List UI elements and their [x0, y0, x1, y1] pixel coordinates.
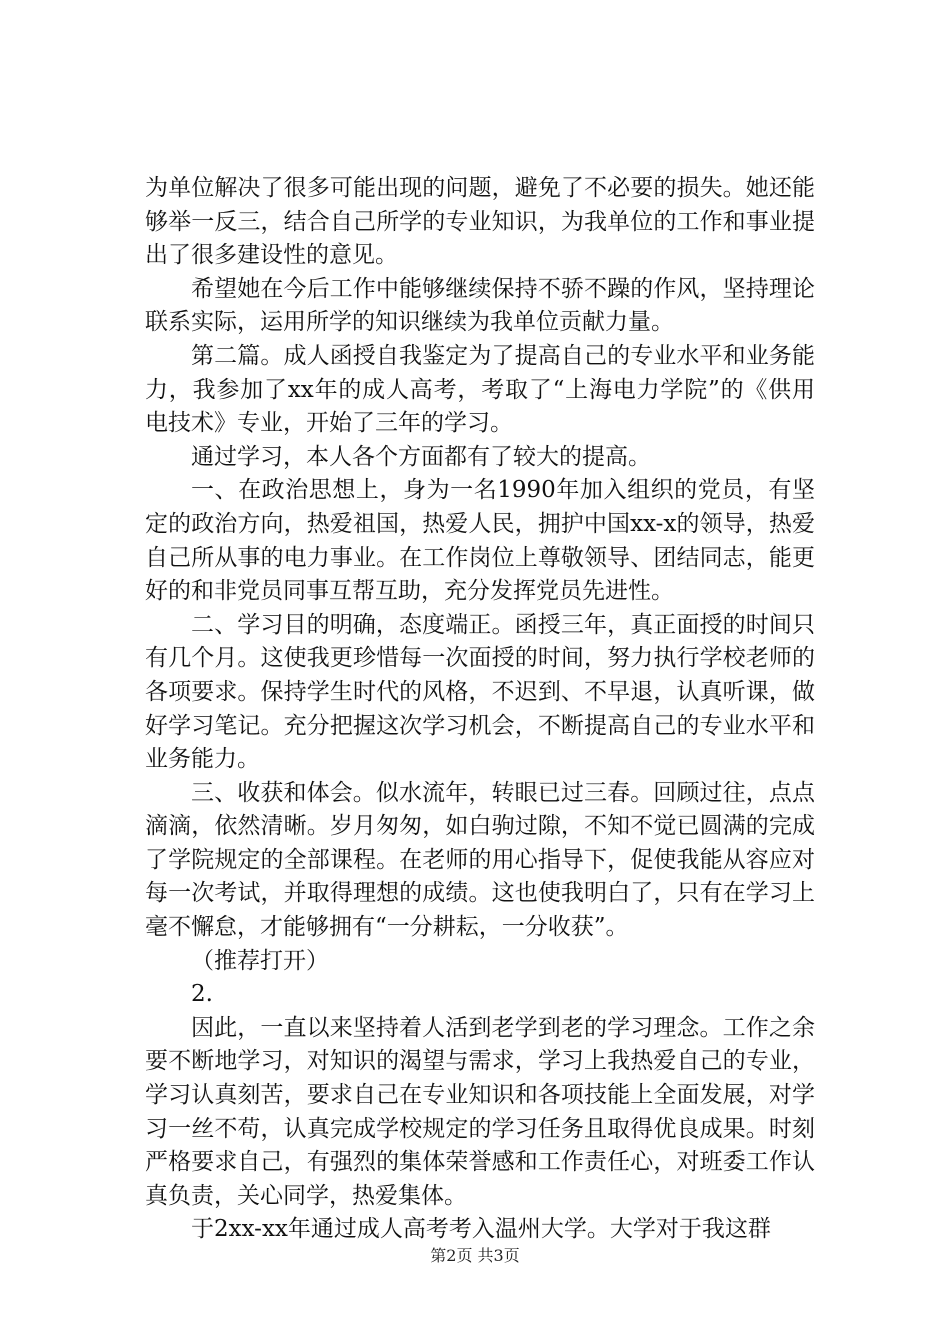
paragraph: 第二篇。成人函授自我鉴定为了提高自己的专业水平和业务能力，我参加了xx年的成人高考，考取了“上海电力学院”的《供用电技术》专业，开始了三年的学习。: [145, 342, 815, 437]
paragraph: 因此，一直以来坚持着人活到老学到老的学习理念。工作之余要不断地学习，对知识的渴望与需求，学习上我热爱自己的专业，学习认真刻苦，要求自己在专业知识和各项技能上全面发展，对学习一丝不苟，认真完成学校规定的学习任务且取得优良成果。时刻严格要求自己，有强烈的集体荣誉感和工作责任心，对班委工作认真负责，关心同学，热爱集体。: [145, 1014, 815, 1209]
paragraph: 2.: [191, 981, 213, 1008]
paragraph: 通过学习，本人各个方面都有了较大的提高。: [191, 443, 651, 470]
paragraph: 为单位解决了很多可能出现的问题，避免了不必要的损失。她还能够举一反三，结合自己所学的专业知识，为我单位的工作和事业提出了很多建设性的意见。: [145, 175, 815, 269]
paragraph: 一、在政治思想上，身为一名1990年加入组织的党员，有坚定的政治方向，热爱祖国，热爱人民，拥护中国xx-x的领导，热爱自己所从事的电力事业。在工作岗位上尊敬领导、团结同志，能更好的和非党员同事互帮互助，充分发挥党员先进性。: [145, 477, 815, 605]
document-body: [145, 172, 815, 1247]
page-footer: [0, 1243, 950, 1266]
paragraph: （推荐打开）: [191, 947, 329, 974]
paragraph: 于2xx-xx年通过成人高考考入温州大学。大学对于我这群: [191, 1216, 771, 1243]
paragraph: 二、学习目的明确，态度端正。函授三年，真正面授的时间只有几个月。这使我更珍惜每一次面授的时间，努力执行学校老师的各项要求。保持学生时代的风格，不迟到、不早退，认真听课，做好学习笔记。充分把握这次学习机会，不断提高自己的专业水平和业务能力。: [145, 611, 815, 773]
paragraph: 三、收获和体会。似水流年，转眼已过三春。回顾过往，点点滴滴，依然清晰。岁月匆匆，如白驹过隙，不知不觉已圆满的完成了学院规定的全部课程。在老师的用心指导下，促使我能从容应对每一次考试，并取得理想的成绩。这也使我明白了，只有在学习上毫不懈怠，才能够拥有“一分耕耘，一分收获”。: [145, 779, 815, 941]
page-number-label: 第2页 共3页: [430, 1246, 520, 1265]
paragraph: 希望她在今后工作中能够继续保持不骄不躁的作风，坚持理论联系实际，运用所学的知识继续为我单位贡献力量。: [145, 275, 815, 336]
